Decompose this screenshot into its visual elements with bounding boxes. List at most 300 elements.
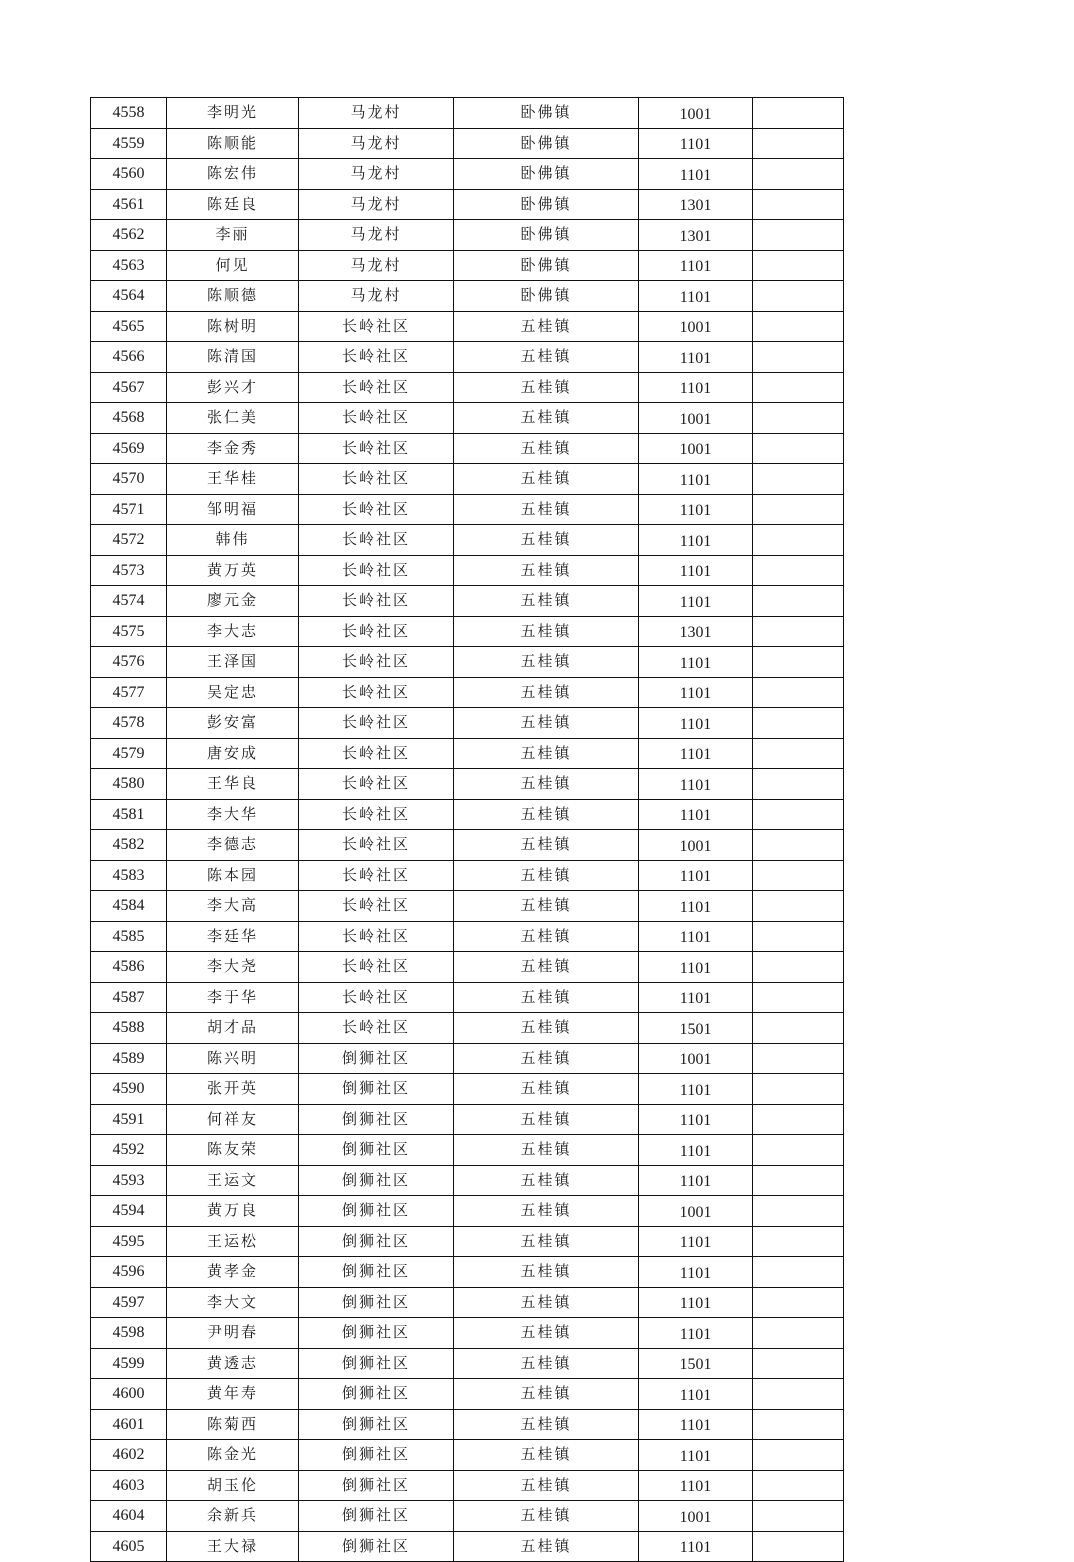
code-cell: 1101	[639, 159, 753, 190]
table-row	[91, 1013, 844, 1044]
code-cell: 1101	[639, 494, 753, 525]
blank-cell	[753, 921, 844, 952]
town-cell: 五桂镇	[454, 891, 639, 922]
village-cell: 长岭社区	[299, 494, 454, 525]
person-name-cell: 尹明春	[167, 1318, 299, 1349]
table-row	[91, 982, 844, 1013]
person-name-cell: 陈清国	[167, 342, 299, 373]
code-cell: 1501	[639, 1013, 753, 1044]
town-cell: 五桂镇	[454, 1013, 639, 1044]
blank-cell	[753, 708, 844, 739]
person-name-cell: 陈顺德	[167, 281, 299, 312]
blank-cell	[753, 525, 844, 556]
code-cell: 1101	[639, 1257, 753, 1288]
person-name-cell: 李大尧	[167, 952, 299, 983]
person-name-cell: 唐安成	[167, 738, 299, 769]
town-cell: 五桂镇	[454, 1318, 639, 1349]
blank-cell	[753, 952, 844, 983]
person-name-cell: 彭兴才	[167, 372, 299, 403]
village-cell: 倒狮社区	[299, 1257, 454, 1288]
blank-cell	[753, 586, 844, 617]
code-cell: 1101	[639, 1074, 753, 1105]
town-cell: 五桂镇	[454, 403, 639, 434]
row-number-cell: 4581	[91, 799, 167, 830]
village-cell: 长岭社区	[299, 738, 454, 769]
table-row	[91, 1165, 844, 1196]
village-cell: 马龙村	[299, 220, 454, 251]
blank-cell	[753, 1043, 844, 1074]
row-number-cell: 4573	[91, 555, 167, 586]
town-cell: 五桂镇	[454, 1135, 639, 1166]
row-number-cell: 4560	[91, 159, 167, 190]
village-cell: 长岭社区	[299, 555, 454, 586]
row-number-cell: 4580	[91, 769, 167, 800]
data-table	[90, 97, 844, 1562]
table-row	[91, 1409, 844, 1440]
table-row	[91, 952, 844, 983]
row-number-cell: 4575	[91, 616, 167, 647]
village-cell: 倒狮社区	[299, 1379, 454, 1410]
blank-cell	[753, 1470, 844, 1501]
table-row	[91, 281, 844, 312]
blank-cell	[753, 982, 844, 1013]
town-cell: 五桂镇	[454, 769, 639, 800]
code-cell: 1101	[639, 1379, 753, 1410]
blank-cell	[753, 464, 844, 495]
blank-cell	[753, 1531, 844, 1562]
table-body	[91, 98, 844, 1562]
code-cell: 1101	[639, 799, 753, 830]
village-cell: 长岭社区	[299, 860, 454, 891]
village-cell: 长岭社区	[299, 921, 454, 952]
table-row	[91, 769, 844, 800]
town-cell: 五桂镇	[454, 1226, 639, 1257]
village-cell: 长岭社区	[299, 799, 454, 830]
town-cell: 卧佛镇	[454, 220, 639, 251]
row-number-cell: 4598	[91, 1318, 167, 1349]
code-cell: 1101	[639, 281, 753, 312]
row-number-cell: 4594	[91, 1196, 167, 1227]
village-cell: 倒狮社区	[299, 1074, 454, 1105]
town-cell: 五桂镇	[454, 586, 639, 617]
table-row	[91, 494, 844, 525]
village-cell: 长岭社区	[299, 1013, 454, 1044]
code-cell: 1101	[639, 1135, 753, 1166]
town-cell: 五桂镇	[454, 830, 639, 861]
person-name-cell: 张开英	[167, 1074, 299, 1105]
town-cell: 五桂镇	[454, 311, 639, 342]
row-number-cell: 4565	[91, 311, 167, 342]
table-row	[91, 708, 844, 739]
village-cell: 倒狮社区	[299, 1348, 454, 1379]
row-number-cell: 4599	[91, 1348, 167, 1379]
table-row	[91, 799, 844, 830]
village-cell: 长岭社区	[299, 952, 454, 983]
table-row	[91, 1104, 844, 1135]
town-cell: 五桂镇	[454, 464, 639, 495]
town-cell: 五桂镇	[454, 1104, 639, 1135]
town-cell: 五桂镇	[454, 921, 639, 952]
table-row	[91, 921, 844, 952]
table-row	[91, 159, 844, 190]
row-number-cell: 4567	[91, 372, 167, 403]
town-cell: 五桂镇	[454, 433, 639, 464]
blank-cell	[753, 860, 844, 891]
village-cell: 马龙村	[299, 159, 454, 190]
table-row	[91, 433, 844, 464]
town-cell: 五桂镇	[454, 1501, 639, 1532]
person-name-cell: 黄孝金	[167, 1257, 299, 1288]
town-cell: 五桂镇	[454, 342, 639, 373]
code-cell: 1301	[639, 189, 753, 220]
blank-cell	[753, 128, 844, 159]
town-cell: 卧佛镇	[454, 189, 639, 220]
person-name-cell: 陈本园	[167, 860, 299, 891]
person-name-cell: 何祥友	[167, 1104, 299, 1135]
row-number-cell: 4603	[91, 1470, 167, 1501]
blank-cell	[753, 189, 844, 220]
blank-cell	[753, 98, 844, 129]
town-cell: 五桂镇	[454, 1348, 639, 1379]
blank-cell	[753, 159, 844, 190]
village-cell: 长岭社区	[299, 677, 454, 708]
code-cell: 1101	[639, 1165, 753, 1196]
code-cell: 1101	[639, 891, 753, 922]
table-row	[91, 1043, 844, 1074]
village-cell: 长岭社区	[299, 830, 454, 861]
code-cell: 1101	[639, 769, 753, 800]
blank-cell	[753, 250, 844, 281]
town-cell: 五桂镇	[454, 1287, 639, 1318]
row-number-cell: 4579	[91, 738, 167, 769]
code-cell: 1001	[639, 98, 753, 129]
table-row	[91, 250, 844, 281]
row-number-cell: 4597	[91, 1287, 167, 1318]
village-cell: 长岭社区	[299, 769, 454, 800]
village-cell: 倒狮社区	[299, 1470, 454, 1501]
table-row	[91, 1348, 844, 1379]
village-cell: 倒狮社区	[299, 1196, 454, 1227]
code-cell: 1101	[639, 1470, 753, 1501]
person-name-cell: 李大文	[167, 1287, 299, 1318]
code-cell: 1001	[639, 1043, 753, 1074]
town-cell: 五桂镇	[454, 1074, 639, 1105]
village-cell: 长岭社区	[299, 311, 454, 342]
blank-cell	[753, 342, 844, 373]
person-name-cell: 陈树明	[167, 311, 299, 342]
table-row	[91, 1470, 844, 1501]
row-number-cell: 4589	[91, 1043, 167, 1074]
row-number-cell: 4593	[91, 1165, 167, 1196]
row-number-cell: 4595	[91, 1226, 167, 1257]
blank-cell	[753, 372, 844, 403]
person-name-cell: 王大禄	[167, 1531, 299, 1562]
person-name-cell: 李于华	[167, 982, 299, 1013]
town-cell: 五桂镇	[454, 738, 639, 769]
code-cell: 1001	[639, 830, 753, 861]
code-cell: 1101	[639, 1226, 753, 1257]
code-cell: 1101	[639, 921, 753, 952]
town-cell: 五桂镇	[454, 952, 639, 983]
blank-cell	[753, 677, 844, 708]
table-row	[91, 311, 844, 342]
table-row	[91, 1226, 844, 1257]
blank-cell	[753, 494, 844, 525]
code-cell: 1101	[639, 555, 753, 586]
table-row	[91, 464, 844, 495]
village-cell: 倒狮社区	[299, 1104, 454, 1135]
row-number-cell: 4558	[91, 98, 167, 129]
row-number-cell: 4569	[91, 433, 167, 464]
village-cell: 倒狮社区	[299, 1287, 454, 1318]
person-name-cell: 李丽	[167, 220, 299, 251]
town-cell: 五桂镇	[454, 1440, 639, 1471]
row-number-cell: 4586	[91, 952, 167, 983]
town-cell: 五桂镇	[454, 1379, 639, 1410]
row-number-cell: 4574	[91, 586, 167, 617]
row-number-cell: 4605	[91, 1531, 167, 1562]
row-number-cell: 4582	[91, 830, 167, 861]
blank-cell	[753, 1318, 844, 1349]
code-cell: 1101	[639, 982, 753, 1013]
person-name-cell: 王运松	[167, 1226, 299, 1257]
table-row	[91, 1379, 844, 1410]
town-cell: 五桂镇	[454, 677, 639, 708]
person-name-cell: 李金秀	[167, 433, 299, 464]
person-name-cell: 陈菊西	[167, 1409, 299, 1440]
table-row	[91, 586, 844, 617]
town-cell: 五桂镇	[454, 1043, 639, 1074]
table-row	[91, 128, 844, 159]
code-cell: 1101	[639, 128, 753, 159]
blank-cell	[753, 647, 844, 678]
table-row	[91, 525, 844, 556]
blank-cell	[753, 1104, 844, 1135]
code-cell: 1001	[639, 1196, 753, 1227]
blank-cell	[753, 1074, 844, 1105]
person-name-cell: 李大志	[167, 616, 299, 647]
person-name-cell: 彭安富	[167, 708, 299, 739]
blank-cell	[753, 433, 844, 464]
table-row	[91, 372, 844, 403]
table-row	[91, 403, 844, 434]
code-cell: 1001	[639, 403, 753, 434]
town-cell: 五桂镇	[454, 1165, 639, 1196]
code-cell: 1001	[639, 433, 753, 464]
row-number-cell: 4568	[91, 403, 167, 434]
person-name-cell: 陈廷良	[167, 189, 299, 220]
village-cell: 倒狮社区	[299, 1318, 454, 1349]
person-name-cell: 胡才品	[167, 1013, 299, 1044]
code-cell: 1301	[639, 220, 753, 251]
row-number-cell: 4572	[91, 525, 167, 556]
blank-cell	[753, 799, 844, 830]
table-row	[91, 220, 844, 251]
code-cell: 1001	[639, 311, 753, 342]
village-cell: 长岭社区	[299, 342, 454, 373]
blank-cell	[753, 830, 844, 861]
blank-cell	[753, 1348, 844, 1379]
person-name-cell: 邹明福	[167, 494, 299, 525]
town-cell: 五桂镇	[454, 799, 639, 830]
village-cell: 长岭社区	[299, 982, 454, 1013]
table-row	[91, 1531, 844, 1562]
row-number-cell: 4564	[91, 281, 167, 312]
village-cell: 长岭社区	[299, 403, 454, 434]
code-cell: 1101	[639, 860, 753, 891]
row-number-cell: 4601	[91, 1409, 167, 1440]
code-cell: 1101	[639, 1287, 753, 1318]
table-row	[91, 677, 844, 708]
row-number-cell: 4588	[91, 1013, 167, 1044]
person-name-cell: 王运文	[167, 1165, 299, 1196]
row-number-cell: 4591	[91, 1104, 167, 1135]
code-cell: 1101	[639, 1440, 753, 1471]
person-name-cell: 陈兴明	[167, 1043, 299, 1074]
code-cell: 1501	[639, 1348, 753, 1379]
code-cell: 1301	[639, 616, 753, 647]
town-cell: 五桂镇	[454, 555, 639, 586]
town-cell: 五桂镇	[454, 1196, 639, 1227]
code-cell: 1101	[639, 708, 753, 739]
village-cell: 长岭社区	[299, 647, 454, 678]
town-cell: 卧佛镇	[454, 281, 639, 312]
person-name-cell: 陈宏伟	[167, 159, 299, 190]
village-cell: 长岭社区	[299, 891, 454, 922]
person-name-cell: 韩伟	[167, 525, 299, 556]
town-cell: 五桂镇	[454, 860, 639, 891]
village-cell: 长岭社区	[299, 372, 454, 403]
table-row	[91, 860, 844, 891]
blank-cell	[753, 220, 844, 251]
village-cell: 倒狮社区	[299, 1135, 454, 1166]
row-number-cell: 4583	[91, 860, 167, 891]
person-name-cell: 王泽国	[167, 647, 299, 678]
table-row	[91, 738, 844, 769]
code-cell: 1101	[639, 677, 753, 708]
code-cell: 1101	[639, 586, 753, 617]
town-cell: 五桂镇	[454, 1409, 639, 1440]
blank-cell	[753, 555, 844, 586]
code-cell: 1101	[639, 525, 753, 556]
code-cell: 1101	[639, 1531, 753, 1562]
village-cell: 倒狮社区	[299, 1440, 454, 1471]
code-cell: 1001	[639, 1501, 753, 1532]
row-number-cell: 4561	[91, 189, 167, 220]
table-row	[91, 891, 844, 922]
town-cell: 卧佛镇	[454, 250, 639, 281]
row-number-cell: 4592	[91, 1135, 167, 1166]
village-cell: 倒狮社区	[299, 1043, 454, 1074]
table-row	[91, 555, 844, 586]
row-number-cell: 4596	[91, 1257, 167, 1288]
row-number-cell: 4604	[91, 1501, 167, 1532]
row-number-cell: 4590	[91, 1074, 167, 1105]
person-name-cell: 胡玉伦	[167, 1470, 299, 1501]
town-cell: 卧佛镇	[454, 98, 639, 129]
code-cell: 1101	[639, 738, 753, 769]
village-cell: 倒狮社区	[299, 1531, 454, 1562]
code-cell: 1101	[639, 647, 753, 678]
person-name-cell: 王华桂	[167, 464, 299, 495]
person-name-cell: 黄万英	[167, 555, 299, 586]
table-row	[91, 189, 844, 220]
town-cell: 五桂镇	[454, 1470, 639, 1501]
person-name-cell: 何见	[167, 250, 299, 281]
row-number-cell: 4562	[91, 220, 167, 251]
town-cell: 五桂镇	[454, 647, 639, 678]
village-cell: 长岭社区	[299, 616, 454, 647]
blank-cell	[753, 1287, 844, 1318]
row-number-cell: 4600	[91, 1379, 167, 1410]
row-number-cell: 4584	[91, 891, 167, 922]
village-cell: 马龙村	[299, 281, 454, 312]
row-number-cell: 4570	[91, 464, 167, 495]
row-number-cell: 4587	[91, 982, 167, 1013]
code-cell: 1101	[639, 464, 753, 495]
village-cell: 倒狮社区	[299, 1409, 454, 1440]
table-row	[91, 647, 844, 678]
table-row	[91, 1318, 844, 1349]
village-cell: 倒狮社区	[299, 1165, 454, 1196]
person-name-cell: 吴定忠	[167, 677, 299, 708]
town-cell: 卧佛镇	[454, 128, 639, 159]
blank-cell	[753, 1135, 844, 1166]
table-row	[91, 98, 844, 129]
blank-cell	[753, 1379, 844, 1410]
table-row	[91, 342, 844, 373]
blank-cell	[753, 403, 844, 434]
person-name-cell: 陈友荣	[167, 1135, 299, 1166]
table-row	[91, 1287, 844, 1318]
village-cell: 长岭社区	[299, 525, 454, 556]
village-cell: 长岭社区	[299, 464, 454, 495]
row-number-cell: 4585	[91, 921, 167, 952]
code-cell: 1101	[639, 342, 753, 373]
village-cell: 马龙村	[299, 250, 454, 281]
row-number-cell: 4559	[91, 128, 167, 159]
village-cell: 倒狮社区	[299, 1501, 454, 1532]
person-name-cell: 陈顺能	[167, 128, 299, 159]
blank-cell	[753, 281, 844, 312]
table-row	[91, 1196, 844, 1227]
town-cell: 五桂镇	[454, 494, 639, 525]
blank-cell	[753, 769, 844, 800]
village-cell: 马龙村	[299, 189, 454, 220]
code-cell: 1101	[639, 250, 753, 281]
person-name-cell: 余新兵	[167, 1501, 299, 1532]
blank-cell	[753, 1165, 844, 1196]
person-name-cell: 李德志	[167, 830, 299, 861]
town-cell: 五桂镇	[454, 372, 639, 403]
village-cell: 长岭社区	[299, 708, 454, 739]
blank-cell	[753, 738, 844, 769]
person-name-cell: 李廷华	[167, 921, 299, 952]
person-name-cell: 廖元金	[167, 586, 299, 617]
town-cell: 卧佛镇	[454, 159, 639, 190]
row-number-cell: 4563	[91, 250, 167, 281]
blank-cell	[753, 1226, 844, 1257]
code-cell: 1101	[639, 1318, 753, 1349]
person-name-cell: 李大华	[167, 799, 299, 830]
blank-cell	[753, 1196, 844, 1227]
row-number-cell: 4602	[91, 1440, 167, 1471]
person-name-cell: 陈金光	[167, 1440, 299, 1471]
person-name-cell: 黄透志	[167, 1348, 299, 1379]
person-name-cell: 张仁美	[167, 403, 299, 434]
row-number-cell: 4578	[91, 708, 167, 739]
table-row	[91, 1257, 844, 1288]
